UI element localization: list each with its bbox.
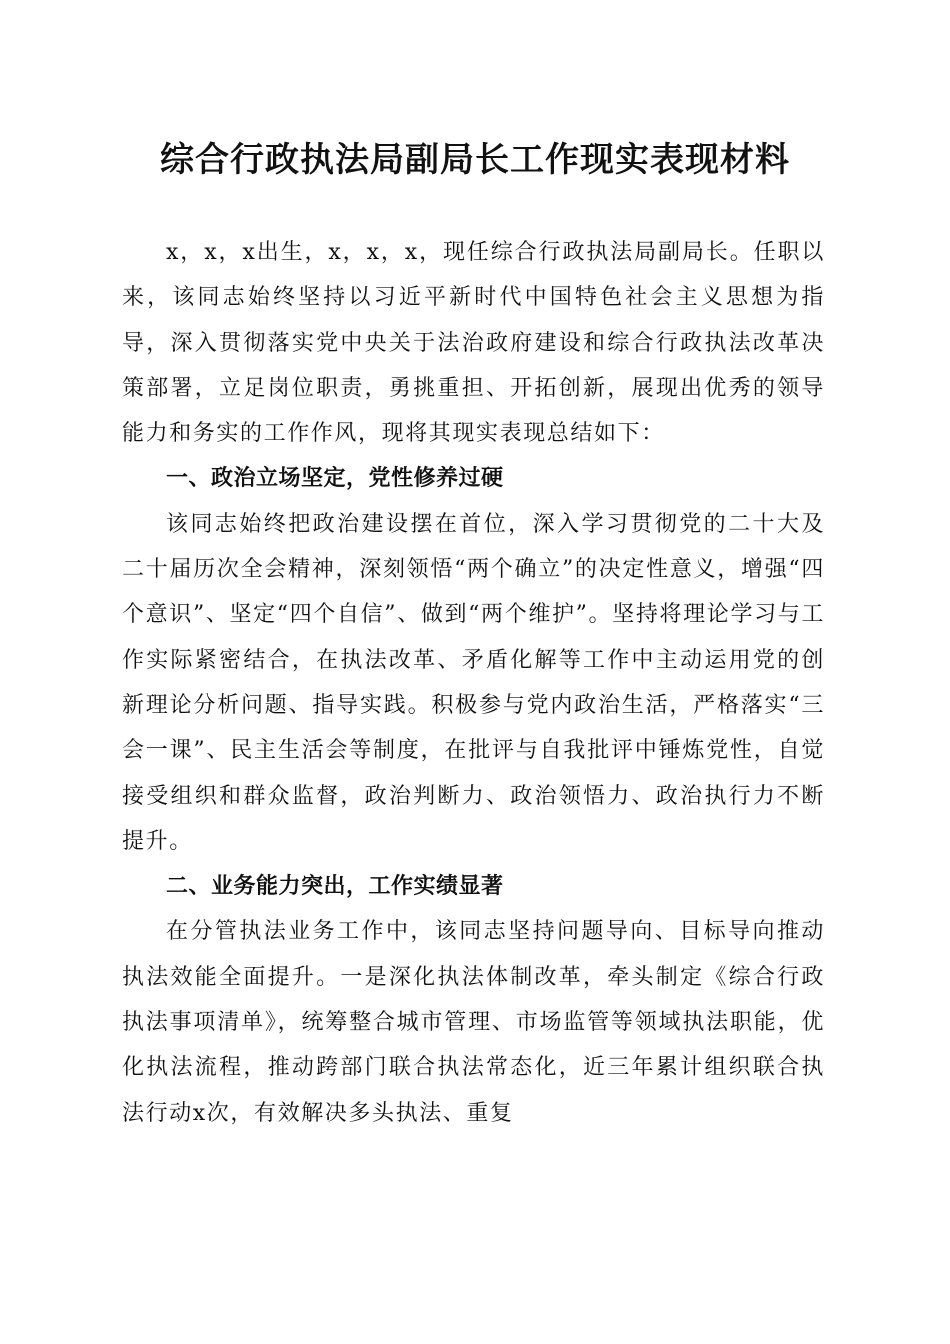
document-body <box>122 230 825 1136</box>
document-title: 综合行政执法局副局长工作现实表现材料 <box>160 140 790 180</box>
section-2-heading: 二、业务能力突出，工作实绩显著 <box>166 874 504 900</box>
section-1-paragraph: 该同志始终把政治建设摆在首位，深入学习贯彻党的二十大及二十届历次全会精神，深刻领悟“两个确立”的决定性意义，增强“四个意识”、坚定“四个自信”、做到“两个维护”。坚持将理论学习与工作实际紧密结合，在执法改革、矛盾化解等工作中主动运用党的创新理论分析问题、指导实践。积极参与党内政治生活，严格落实“三会一课”、民主生活会等制度，在批评与自我批评中锤炼党性，自觉接受组织和群众监督，政治判断力、政治领悟力、政治执行力不断提升。 <box>122 511 825 854</box>
intro-paragraph: x，x，x出生，x，x，x，现任综合行政执法局副局长。任职以来，该同志始终坚持以习近平新时代中国特色社会主义思想为指导，深入贯彻落实党中央关于法治政府建设和综合行政执法改革决策部署，立足岗位职责，勇挑重担、开拓创新，展现出优秀的领导能力和务实的工作作风，现将其现实表现总结如下： <box>122 240 825 447</box>
section-1-heading: 一、政治立场坚定，党性修养过硬 <box>166 466 504 492</box>
section-2-paragraph: 在分管执法业务工作中，该同志坚持问题导向、目标导向推动执法效能全面提升。一是深化执法体制改革，牵头制定《综合行政执法事项清单》，统筹整合城市管理、市场监管等领域执法职能，优化执法流程，推动跨部门联合执法常态化，近三年累计组织联合执法行动x次，有效解决多头执法、重复 <box>122 919 825 1126</box>
